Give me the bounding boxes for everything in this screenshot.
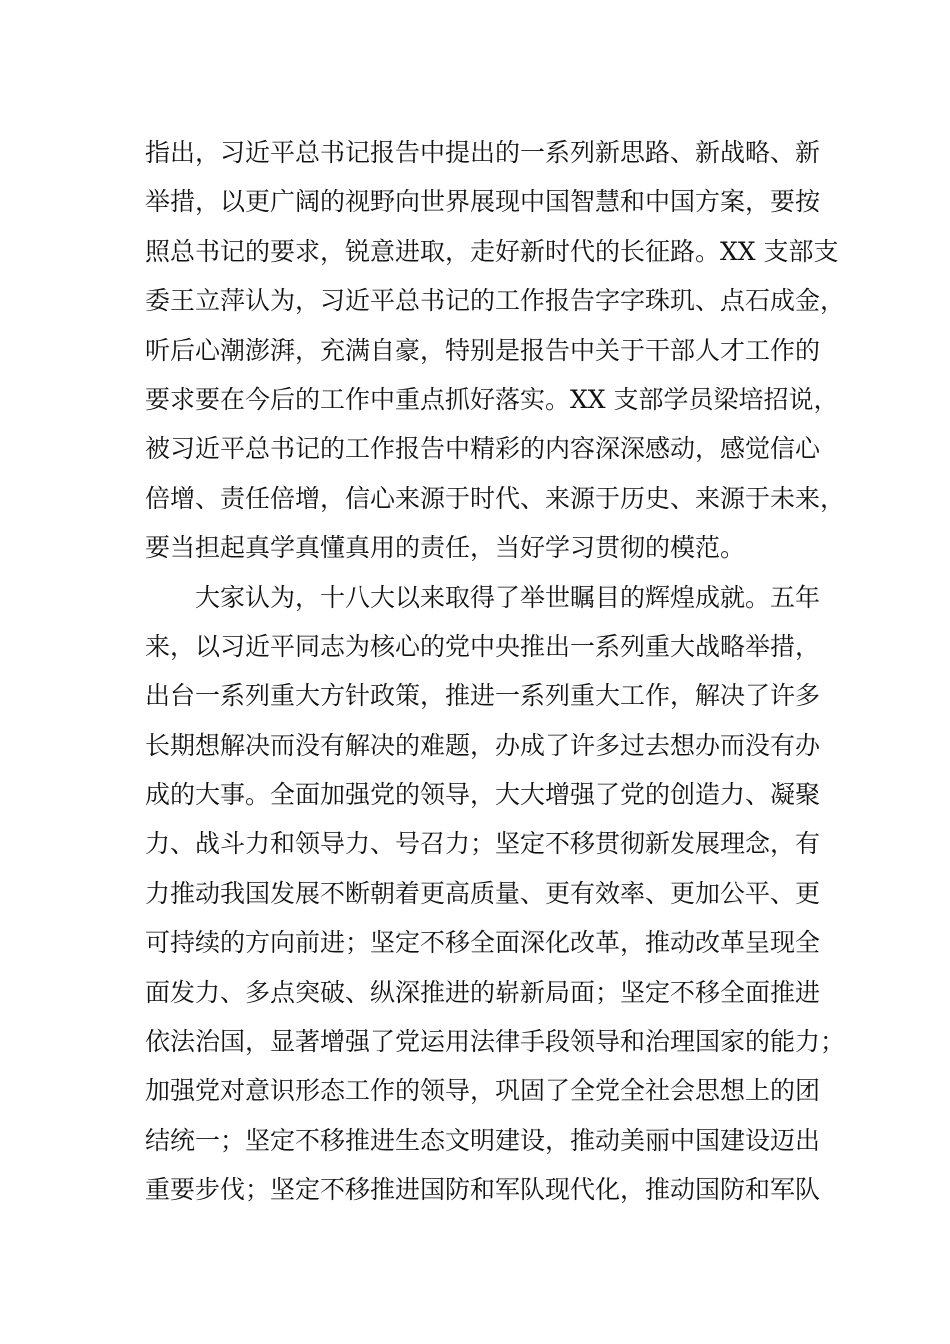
text-line: 听后心潮澎湃，充满自豪，特别是报告中关于干部人才工作的 [145, 335, 821, 365]
text-line: 来，以习近平同志为核心的党中央推出一系列重大战略举措， [145, 631, 821, 661]
text-line: 委王立萍认为，习近平总书记的工作报告字字珠玑、点石成金， [145, 286, 846, 316]
text-line: 被习近平总书记的工作报告中精彩的内容深深感动，感觉信心 [145, 434, 821, 464]
text-line: 长期想解决而没有解决的难题，办成了许多过去想办而没有办 [145, 730, 821, 760]
text-line: 加强党对意识形态工作的领导，巩固了全党全社会思想上的团 [145, 1076, 821, 1106]
text-line: 面发力、多点突破、纵深推进的崭新局面；坚定不移全面推进 [145, 977, 821, 1007]
text-line: 要求要在今后的工作中重点抓好落实。XX 支部学员梁培招说， [145, 384, 839, 414]
text-line: 依法治国，显著增强了党运用法律手段领导和治理国家的能力； [145, 1027, 846, 1057]
text-line: 力、战斗力和领导力、号召力；坚定不移贯彻新发展理念，有 [145, 829, 821, 859]
text-line: 可持续的方向前进；坚定不移全面深化改革，推动改革呈现全 [145, 928, 821, 958]
text-line: 要当担起真学真懂真用的责任，当好学习贯彻的模范。 [145, 533, 746, 563]
text-line: 重要步伐；坚定不移推进国防和军队现代化，推动国防和军队 [145, 1175, 821, 1205]
text-line: 举措，以更广阔的视野向世界展现中国智慧和中国方案，要按 [145, 187, 821, 217]
text-line: 结统一；坚定不移推进生态文明建设，推动美丽中国建设迈出 [145, 1125, 821, 1155]
text-line: 指出，习近平总书记报告中提出的一系列新思路、新战略、新 [145, 138, 821, 167]
text-line: 倍增、责任倍增，信心来源于时代、来源于历史、来源于未来， [145, 483, 846, 513]
text-line: 力推动我国发展不断朝着更高质量、更有效率、更加公平、更 [145, 878, 821, 908]
text-line: 照总书记的要求，锐意进取，走好新时代的长征路。XX 支部支 [145, 236, 839, 266]
body-text [145, 128, 846, 1215]
paragraph-start-line: 大家认为，十八大以来取得了举世瞩目的辉煌成就。五年 [195, 582, 821, 612]
text-line: 成的大事。全面加强党的领导，大大增强了党的创造力、凝聚 [145, 780, 821, 810]
text-line: 出台一系列重大方针政策，推进一系列重大工作，解决了许多 [145, 681, 821, 711]
